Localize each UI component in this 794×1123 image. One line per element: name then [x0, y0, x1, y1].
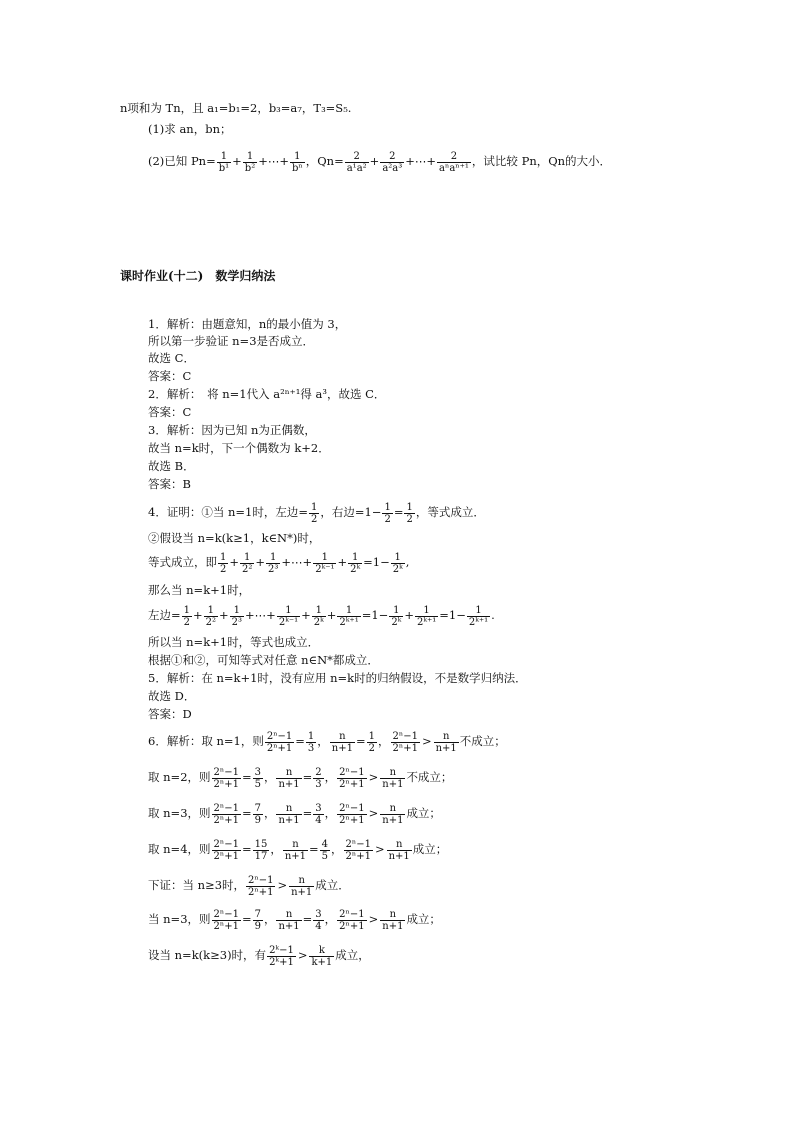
answer-3-line-4: 答案：B: [148, 477, 191, 491]
answer-1-line-3: 故选 C．: [148, 351, 195, 365]
answer-5-line-2: 故选 D．: [148, 689, 196, 703]
answer-5-line-3: 答案：D: [148, 707, 192, 721]
answer-6-line-2: 取 n=2，则 $\frac{\text{2ⁿ−1}}{\text{2ⁿ+1}}$ = $\frac{3}{5}$ ， $\frac{n}{n+1}$ = $\frac{2}{3}$ ， $\frac{\text{2ⁿ−1}}{\text{2ⁿ+1}}$ > $\frac{n}{n+1}$ 不成立；: [148, 766, 453, 790]
answer-6-line-6: 当 n=3，则 $\frac{\text{2ⁿ−1}}{\text{2ⁿ+1}}$ = $\frac{7}{9}$ ， $\frac{n}{n+1}$ = $\frac{3}{4}$ ， $\frac{\text{2ⁿ−1}}{\text{2ⁿ+1}}$ > $\frac{n}{n+1}$ 成立；: [148, 908, 441, 932]
answer-4-line-4: 那么当 n=k+1时，: [148, 583, 251, 597]
answer-4-line-5: 左边= $\frac{1}{2}$ + $\frac{1}{\text{2²}}$ + $\frac{1}{\text{2³}}$ +⋯+ $\frac{1}{\text{2ᵏ⁻¹}}$ + $\frac{1}{\text{2ᵏ}}$ + $\frac{1}{\text{2ᵏ⁺¹}}$ =1− $\frac{1}{\text{2ᵏ}}$ + $\frac{1}{\text{2ᵏ⁺¹}}$ =1− $\frac{1}{\text{2ᵏ⁺¹}}$ .: [148, 604, 495, 628]
answer-6-line-4: 取 n=4，则 $\frac{\text{2ⁿ−1}}{\text{2ⁿ+1}}$ = $\frac{15}{17}$ ， $\frac{n}{n+1}$ = $\frac{4}{5}$ ， $\frac{\text{2ⁿ−1}}{\text{2ⁿ+1}}$ > $\frac{n}{n+1}$ 成立；: [148, 838, 448, 862]
answer-4-line-7: 根据①和②，可知等式对任意 n∈N*都成立．: [148, 653, 379, 667]
answer-6-line-3: 取 n=3，则 $\frac{\text{2ⁿ−1}}{\text{2ⁿ+1}}$ = $\frac{7}{9}$ ， $\frac{n}{n+1}$ = $\frac{3}{4}$ ， $\frac{\text{2ⁿ−1}}{\text{2ⁿ+1}}$ > $\frac{n}{n+1}$ 成立；: [148, 802, 441, 826]
answer-6-line-7: 设当 n=k(k≥3)时，有 $\frac{\text{2ᵏ−1}}{\text{2ᵏ+1}}$ > $\frac{k}{k+1}$ 成立，: [148, 944, 370, 968]
problem-line-1: n项和为 Tn，且 a₁=b₁=2，b₃=a₇，T₃=S₅.: [120, 101, 352, 115]
answer-4-line-2: ②假设当 n=k(k≥1，k∈N*)时，: [148, 531, 321, 545]
problem-part-2: (2)已知 Pn= $\frac{1}{\text{b¹}}$ + $\frac{1}{\text{b²}}$ +⋯+ $\frac{1}{\text{bⁿ}}$ ，Qn= $\frac{2}{\text{a¹a²}}$ + $\frac{2}{\text{a²a³}}$ +⋯+ $\frac{2}{\text{aⁿaⁿ⁺¹}}$ ，试比较 Pn，Qn的大小．: [148, 150, 612, 174]
answer-1-line-2: 所以第一步验证 n=3是否成立．: [148, 334, 315, 348]
answer-4-line-1: 4．证明：①当 n=1时，左边= $\frac{1}{2}$ ，右边=1− $\frac{1}{2}$ = $\frac{1}{2}$ ，等式成立．: [148, 501, 485, 525]
answer-1-line-1: 1．解析：由题意知，n的最小值为 3，: [148, 317, 347, 331]
answer-6-line-5: 下证：当 n≥3时， $\frac{\text{2ⁿ−1}}{\text{2ⁿ+1}}$ > $\frac{n}{n+1}$ 成立．: [148, 874, 350, 898]
problem-part-1: (1)求 an，bn；: [148, 122, 232, 136]
answer-2-line-1: 2．解析： 将 n=1代入 a²ⁿ⁺¹得 a³，故选 C．: [148, 387, 386, 401]
answer-6-line-1: 6．解析：取 n=1，则 $\frac{\text{2ⁿ−1}}{\text{2ⁿ+1}}$ = $\frac{1}{3}$ ， $\frac{n}{n+1}$ = $\frac{1}{2}$ ， $\frac{\text{2ⁿ−1}}{\text{2ⁿ+1}}$ > $\frac{n}{n+1}$ 不成立；: [148, 730, 506, 754]
answer-4-line-6: 所以当 n=k+1时，等式也成立．: [148, 635, 320, 649]
answer-2-line-2: 答案：C: [148, 405, 192, 419]
answer-5-line-1: 5．解析：在 n=k+1时，没有应用 n=k时的归纳假设，不是数学归纳法．: [148, 671, 527, 685]
answer-1-line-4: 答案：C: [148, 369, 192, 383]
answer-4-line-3: 等式成立，即 $\frac{1}{2}$ + $\frac{1}{\text{2²}}$ + $\frac{1}{\text{2³}}$ +⋯+ $\frac{1}{\text{2ᵏ⁻¹}}$ + $\frac{1}{\text{2ᵏ}}$ =1− $\frac{1}{\text{2ᵏ}}$ ,: [148, 551, 410, 575]
answer-3-line-3: 故选 B．: [148, 459, 195, 473]
answer-3-line-1: 3．解析：因为已知 n为正偶数，: [148, 423, 316, 437]
section-title: 课时作业(十二) 数学归纳法: [120, 269, 276, 283]
answer-3-line-2: 故当 n=k时，下一个偶数为 k+2．: [148, 441, 330, 455]
